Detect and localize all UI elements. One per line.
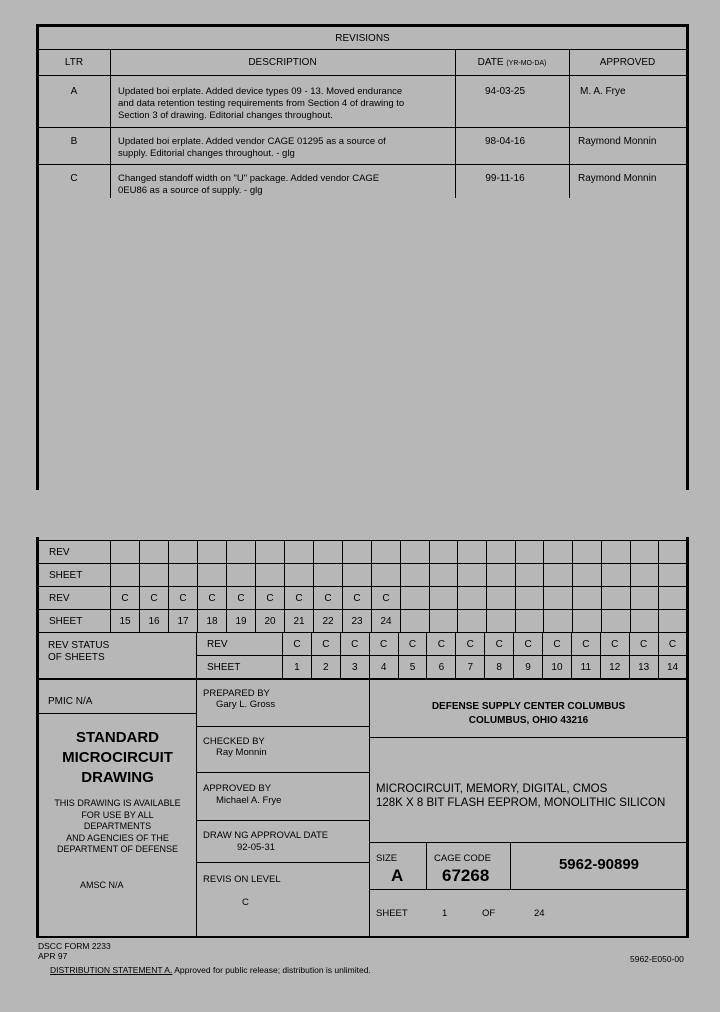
distribution-text: Approved for public release; distribution is unlimited. [174,965,371,975]
revision-approved: Raymond Monnin [578,173,657,184]
rev-cell: C [456,633,485,656]
rev-cell: C [256,587,285,610]
sheet-cell: 15 [111,610,140,633]
sheet-cell: 7 [456,656,485,679]
sheet-cell: 16 [140,610,169,633]
rev-cell: C [111,587,140,610]
status-row-sheet [39,564,688,587]
distribution-statement [50,964,371,976]
sheet-cell: 21 [285,610,314,633]
rev-cell: C [285,587,314,610]
sheet-cell: 6 [427,656,456,679]
checked-name: Ray Monnin [216,747,267,758]
sheet-cell: 3 [340,656,369,679]
rev-status-label: REV STATUS OF SHEETS [48,640,110,663]
sheet-total: 24 [534,908,545,919]
sheet-label: SHEET [39,564,111,587]
revision-ltr: A [70,86,78,97]
sheet-cell: 22 [314,610,343,633]
revision-description: Changed standoff width on "U" package. Added vendor CAGE 0EU86 as a source of supply. - glg [118,173,380,196]
approved-label: APPROVED BY [203,783,272,794]
sheet-cell: 12 [600,656,629,679]
rev-cell: C [658,633,687,656]
of-label: OF [482,908,496,919]
header-date: DATE (YR-MO-DA) [477,57,547,68]
header-ltr: LTR [64,57,84,68]
revision-date: 99-11-16 [485,173,525,184]
sheet-cell: 11 [571,656,600,679]
sheet-label: SHEET [39,610,111,633]
sheet-cell: 18 [198,610,227,633]
size-value: A [391,866,404,885]
rev-cell: C [198,587,227,610]
form-number: DSCC FORM 2233 APR 97 [38,941,111,961]
prepared-label: PREPARED BY [203,688,270,699]
rev-cell: C [140,587,169,610]
rev-label: REV [39,541,111,564]
revision-description: Updated boi erplate. Added vendor CAGE 01295 as a source of supply. Editorial changes throughout. - glg [118,136,386,159]
rev-cell: C [314,587,343,610]
doc-code: 5962-E050-00 [630,954,684,964]
sheet-cell: 17 [169,610,198,633]
status-row-sheet [197,656,687,679]
rev-cell: C [485,633,514,656]
rev-cell: C [340,633,369,656]
size-label: SIZE [376,853,398,864]
status-row-rev [39,541,688,564]
rev-cell: C [311,633,340,656]
availability-note: THIS DRAWING IS AVAILABLE FOR USE BY ALL DEPARTMENTS AND AGENCIES OF THE DEPARTMENT OF DEFENSE [54,798,181,854]
approval-date-label: DRAW NG APPROVAL DATE [203,830,329,841]
revision-date: 98-04-16 [484,136,526,147]
sheet-cell: 13 [629,656,658,679]
drawing-title: MICROCIRCUIT, MEMORY, DIGITAL, CMOS 128K X 8 BIT FLASH EEPROM, MONOLITHIC SILICON [376,783,666,809]
status-row-sheet [39,610,688,633]
sheet-cell: 9 [514,656,543,679]
rev-cell: C [543,633,572,656]
sheet-cell: 23 [343,610,372,633]
sheet-label: SHEET [376,908,408,919]
amsc: AMSC N/A [80,880,124,890]
rev-cell: C [227,587,256,610]
sheet-cell: 20 [256,610,285,633]
checked-label: CHECKED BY [203,736,265,747]
rev-label: REV [39,587,111,610]
drawing-number: 5962-90899 [558,856,640,873]
sheet-cell: 8 [485,656,514,679]
revision-ltr: C [70,173,78,184]
approved-name: Michael A. Frye [216,795,282,806]
sheet-cell: 24 [372,610,401,633]
sheet-label: SHEET [197,656,283,679]
agency-name: DEFENSE SUPPLY CENTER COLUMBUS COLUMBUS, OHIO 43216 [431,701,626,726]
rev-cell: C [283,633,312,656]
header-description: DESCRIPTION [248,57,317,68]
revision-level-label: REVIS ON LEVEL [203,874,281,885]
rev-cell: C [372,587,401,610]
sheet-cell: 10 [543,656,572,679]
status-table-bottom [196,632,687,679]
rev-cell: C [571,633,600,656]
cage-value: 67268 [442,866,490,885]
sheet-cell: 19 [227,610,256,633]
revision-date: 94-03-25 [484,86,526,97]
revisions-title: REVISIONS [335,33,390,44]
rev-cell: C [600,633,629,656]
pmic: PMIC N/A [48,696,93,707]
sheet-number: 1 [442,908,448,919]
sheet-cell: 4 [369,656,398,679]
distribution-label: DISTRIBUTION STATEMENT A. [50,965,173,975]
revision-approved: M. A. Frye [580,86,626,97]
rev-cell: C [629,633,658,656]
status-row-rev [197,633,687,656]
revision-level: C [242,897,249,908]
cage-label: CAGE CODE [434,853,492,864]
sheet-cell: 5 [398,656,427,679]
status-table-top [38,540,688,633]
revision-approved: Raymond Monnin [578,136,657,147]
sheet-cell: 1 [283,656,312,679]
header-approved: APPROVED [599,57,656,68]
standard-title: STANDARD MICROCIRCUIT DRAWING [62,729,173,786]
rev-cell: C [169,587,198,610]
sheet-cell: 2 [311,656,340,679]
sheet-cell: 14 [658,656,687,679]
revision-description: Updated boi erplate. Added device types 09 - 13. Moved endurance and data retention testing requirements from Section 4 of drawing to Section 3 of drawing. Editorial changes throughout. [118,86,405,121]
status-row-rev [39,587,688,610]
prepared-name: Gary L. Gross [216,699,276,710]
rev-label: REV [197,633,283,656]
approval-date: 92-05-31 [237,842,276,853]
rev-cell: C [369,633,398,656]
rev-cell: C [514,633,543,656]
rev-cell: C [343,587,372,610]
rev-cell: C [398,633,427,656]
revision-ltr: B [70,136,78,147]
rev-cell: C [427,633,456,656]
